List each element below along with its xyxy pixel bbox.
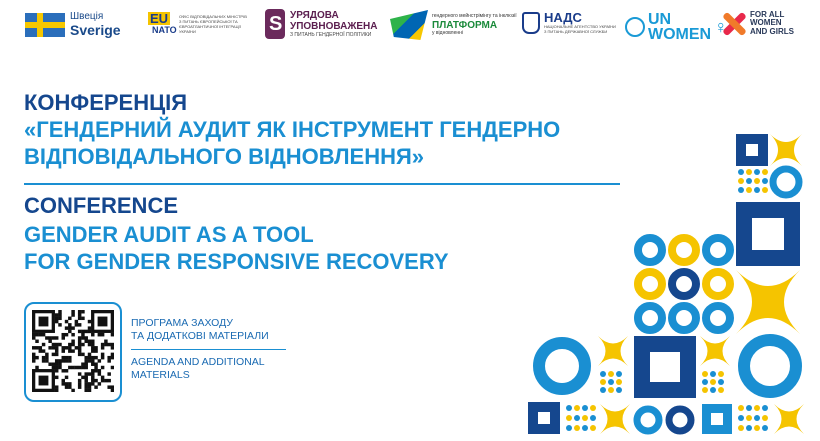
conference-title-ua-line2: ВІДПОВІДАЛЬНОГО ВІДНОВЛЕННЯ» bbox=[24, 144, 425, 169]
ring-shape bbox=[773, 169, 799, 195]
ring-shape bbox=[744, 340, 796, 392]
unwomen-line1: UN bbox=[648, 11, 672, 28]
platform-top-text: гендерного мейнстрімінгу та інклюзії bbox=[432, 13, 517, 19]
agenda-ua-line1: ПРОГРАМА ЗАХОДУ bbox=[131, 317, 233, 329]
x-petal-shape bbox=[700, 336, 730, 366]
eu-nato-logo-text: ОФІС ВІДПОВІДАЛЬНИХ МІНІСТРІВ З ПИТАНЬ ЄВРОПЕЙСЬКОЇ ТА ЄВРОАТЛАНТИЧНОЇ ІНТЕГРАЦІЇ УКРАЇНИ bbox=[179, 14, 247, 34]
dot-grid-shape bbox=[738, 405, 768, 431]
commissioner-line3: З ПИТАНЬ ГЕНДЕРНОЇ ПОЛІТИКИ bbox=[290, 31, 372, 38]
x-petal-shape bbox=[774, 404, 804, 434]
platform-bottom-text: у відновленні bbox=[432, 29, 463, 36]
x-petal-shape bbox=[770, 134, 802, 166]
ring-shape bbox=[706, 272, 730, 296]
forall-line3: AND GIRLS bbox=[750, 26, 794, 36]
ring-shape bbox=[669, 409, 691, 431]
forall-line2: WOMEN bbox=[750, 18, 782, 28]
x-petal-shape bbox=[600, 404, 630, 434]
dot-grid-shape bbox=[702, 371, 724, 393]
platform-main-text: ПЛАТФОРМА bbox=[432, 19, 498, 31]
nads-subtitle: НАЦІОНАЛЬНЕ АГЕНТСТВО УКРАЇНИ З ПИТАНЬ ДЕРЖАВНОЇ СЛУЖБИ bbox=[544, 24, 616, 35]
sweden-logo-line1: Швеція bbox=[70, 11, 104, 22]
commissioner-line1: УРЯДОВА bbox=[290, 9, 339, 21]
agenda-en-line2: MATERIALS bbox=[131, 369, 190, 381]
sweden-logo-line2: Sverige bbox=[70, 21, 121, 38]
dot-grid-shape bbox=[600, 371, 622, 393]
ring-shape bbox=[672, 272, 696, 296]
ring-shape bbox=[672, 238, 696, 262]
forall-line1: FOR ALL bbox=[750, 10, 785, 19]
ring-shape bbox=[638, 238, 662, 262]
conference-title-en-line1: GENDER AUDIT AS A TOOL bbox=[24, 222, 314, 247]
dot-grid-shape bbox=[738, 169, 768, 193]
agenda-ua-line2: ТА ДОДАТКОВІ МАТЕРІАЛИ bbox=[131, 330, 269, 342]
ring-shape bbox=[706, 238, 730, 262]
conference-label-en: CONFERENCE bbox=[24, 193, 179, 218]
dot-grid-shape bbox=[566, 405, 596, 431]
conference-title-en-line2: FOR GENDER RESPONSIVE RECOVERY bbox=[24, 249, 449, 274]
x-petal-shape bbox=[736, 270, 800, 334]
conference-title-ua-line1: «ГЕНДЕРНИЙ АУДИТ ЯК ІНСТРУМЕНТ ГЕНДЕРНО bbox=[24, 117, 561, 142]
commissioner-line2: УПОВНОВАЖЕНА bbox=[290, 21, 378, 33]
ring-shape bbox=[706, 306, 730, 330]
ring-shape bbox=[672, 306, 696, 330]
nads-name: НАДС bbox=[544, 10, 582, 25]
ring-shape bbox=[638, 306, 662, 330]
x-petal-shape bbox=[598, 336, 628, 366]
equality-symbol-icon: ♀ bbox=[714, 16, 728, 37]
eu-mark-text: EU bbox=[150, 11, 169, 26]
agenda-en-line1: AGENDA AND ADDITIONAL bbox=[131, 356, 265, 368]
conference-label-ua: КОНФЕРЕНЦІЯ bbox=[24, 90, 188, 115]
nato-mark-text: NATO bbox=[152, 25, 177, 35]
unwomen-line2: WOMEN bbox=[648, 26, 712, 44]
ring-shape bbox=[638, 272, 662, 296]
ring-shape bbox=[637, 409, 659, 431]
ring-shape bbox=[539, 343, 585, 389]
